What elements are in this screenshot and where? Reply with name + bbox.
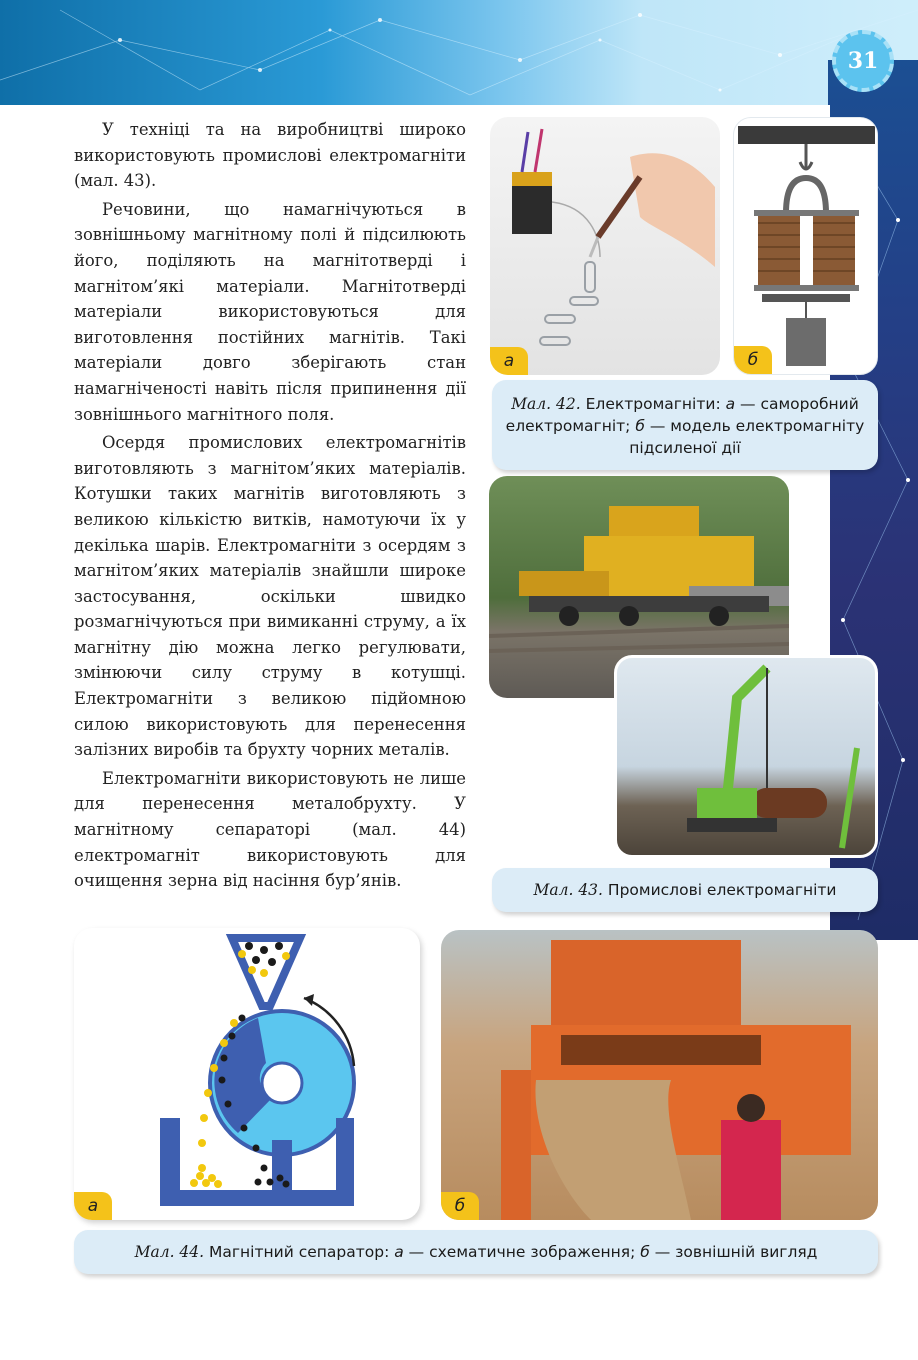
header-band bbox=[0, 0, 918, 105]
fig42-photo-b bbox=[733, 117, 878, 375]
fig44-tag-a: а bbox=[74, 1192, 112, 1220]
fig43-photo-crane bbox=[614, 655, 878, 858]
separator-machine-illustration bbox=[441, 930, 878, 1220]
fig42-caption-a: а bbox=[725, 395, 736, 413]
fig44-schematic-a bbox=[74, 928, 420, 1220]
header-constellation-decoration bbox=[0, 0, 918, 105]
paragraph-3: Осердя промислових електромагнітів виготовляють з магнітом’яких матеріалів. Котушки таких магнітів виготовляють з великою кількістю витків, намотуючи їх у декілька шарів. Електромагніти з осердям з магнітом’яких матеріалів знайшли широке застосування, оскільки швидко розмагнічуються при вимиканні струму, а їх магнітну дію можна легко регулювати, змінюючи силу струму в котушці. Електромагніти з великою підйомною силою використовують для перенесення залізних виробів та брухту чорних металів. bbox=[74, 433, 466, 760]
fig42-caption-text-1: Електромагніти: bbox=[580, 395, 726, 413]
fig42-caption-text-3: — модель електромагніту підсиленої дії bbox=[629, 417, 865, 457]
fig42-caption-b: б bbox=[635, 417, 645, 435]
fig44-caption-label: Мал. 44. bbox=[134, 1243, 205, 1261]
scrap-crane-illustration bbox=[617, 658, 875, 855]
fig42-caption bbox=[492, 380, 878, 470]
fig42-tag-a: а bbox=[490, 347, 528, 375]
fig44-caption-a: а bbox=[394, 1243, 404, 1261]
fig44-caption-text-2: — схематичне зображення; bbox=[403, 1243, 641, 1261]
paragraph-2: Речовини, що намагнічуються в зовнішньому магнітному полі й підсилюють його, поділяють на магнітотверді і магнітом’які матеріали. Магнітотверді матеріали використовуються для виготовлення постійних магнітів. Такі матеріали довго зберігають стан намагніченості навіть після припинення дії зовнішнього магнітного поля. bbox=[74, 199, 466, 424]
fig44-caption-b: б bbox=[640, 1243, 650, 1261]
homemade-electromagnet-illustration bbox=[490, 117, 720, 375]
fig44-photo-b bbox=[441, 930, 878, 1220]
fig44-caption-text-3: — зовнішній вигляд bbox=[649, 1243, 818, 1261]
fig44-caption bbox=[74, 1230, 878, 1274]
fig42-caption-label: Мал. 42. bbox=[511, 395, 581, 413]
fig43-caption-text: Промислові електромагніти bbox=[602, 881, 837, 899]
fig43-caption-label: Мал. 43. bbox=[533, 881, 603, 899]
page-number: 31 bbox=[847, 48, 879, 74]
paragraph-4: Електромагніти використовують не лише для перенесення металобрухту. У магнітному сепараторі (мал. 44) електромагніт використовують для очищення зерна від насіння бур’янів. bbox=[74, 768, 466, 891]
body-text bbox=[74, 117, 466, 897]
fig44-caption-text-1: Магнітний сепаратор: bbox=[204, 1243, 395, 1261]
fig44-tag-b: б bbox=[441, 1192, 479, 1220]
fig42-tag-b: б bbox=[734, 346, 772, 374]
electromagnet-model-illustration bbox=[734, 118, 878, 375]
fig42-caption-text-2: — саморобний електромагніт; bbox=[505, 395, 859, 435]
magnetic-separator-schematic bbox=[74, 928, 420, 1220]
fig43-caption bbox=[492, 868, 878, 912]
fig42-photo-a bbox=[490, 117, 720, 375]
paragraph-1: У техніці та на виробництві широко використовують промислові електромагніти (мал. 43). bbox=[74, 120, 466, 191]
page-number-badge bbox=[832, 30, 894, 92]
